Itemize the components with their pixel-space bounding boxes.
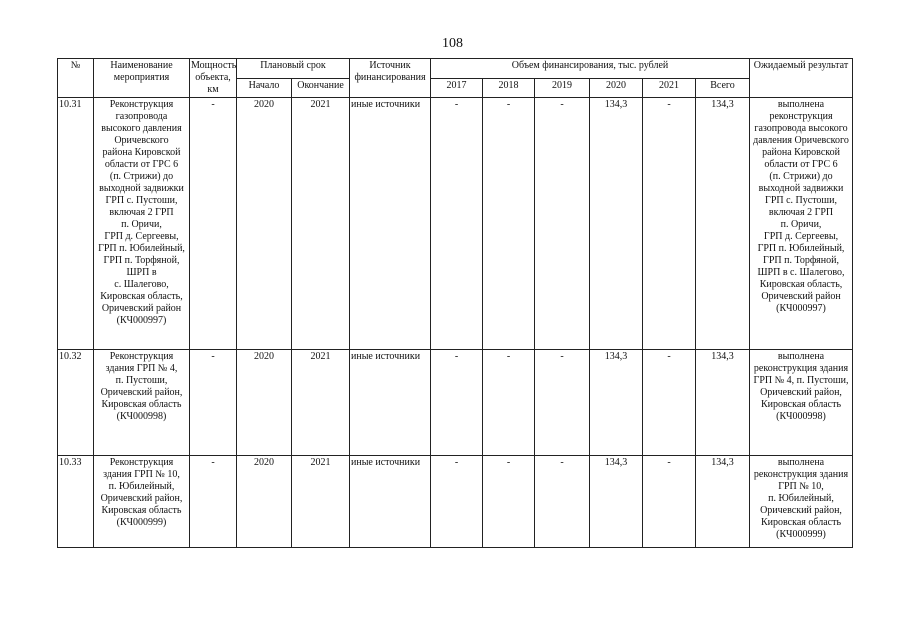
row-source: иные источники — [350, 98, 431, 350]
col-end-header: Окончание — [292, 78, 350, 98]
row-name: Реконструкция здания ГРП № 10, п. Юбилейный, Оричевский район, Кировская область (КЧ000999) — [94, 456, 190, 548]
row-2018: - — [483, 456, 535, 548]
row-source: иные источники — [350, 456, 431, 548]
row-2017: - — [431, 98, 483, 350]
row-result: выполнена реконструкция газопровода высокого давления Оричевского района Кировской области от ГРС 6 (п. Стрижи) до выходной задвижки ГРП с. Пустоши, включая 2 ГРП п. Оричи, ГРП д. Сергеевы, ГРП п. Юбилейный, ГРП п. Торфяной, ШРП в с. Шалегово, Кировская область, Оричевский район (КЧ000997) — [750, 98, 853, 350]
row-2020: 134,3 — [590, 350, 643, 456]
row-source: иные источники — [350, 350, 431, 456]
row-name: Реконструкция здания ГРП № 4, п. Пустоши, Оричевский район, Кировская область (КЧ000998) — [94, 350, 190, 456]
row-total: 134,3 — [696, 98, 750, 350]
row-total: 134,3 — [696, 350, 750, 456]
col-capacity-header: Мощность объекта, км — [190, 59, 237, 98]
col-result-header: Ожидаемый результат — [750, 59, 853, 98]
row-2021: - — [643, 456, 696, 548]
row-capacity: - — [190, 98, 237, 350]
row-result: выполнена реконструкция здания ГРП № 10, п. Юбилейный, Оричевский район, Кировская область (КЧ000999) — [750, 456, 853, 548]
row-2018: - — [483, 350, 535, 456]
row-2017: - — [431, 350, 483, 456]
row-start: 2020 — [237, 456, 292, 548]
col-2021-header: 2021 — [643, 78, 696, 98]
row-2020: 134,3 — [590, 456, 643, 548]
page-number: 108 — [442, 36, 463, 51]
row-name: Реконструкция газопровода высокого давления Оричевского района Кировской области от ГРС 6 (п. Стрижи) до выходной задвижки ГРП с. Пустоши, включая 2 ГРП п. Оричи, ГРП д. Сергеевы, ГРП п. Юбилейный, ГРП п. Торфяной, ШРП в с. Шалегово, Кировская область, Оричевский район (КЧ000997) — [94, 98, 190, 350]
row-2019: - — [535, 456, 590, 548]
col-funding-header: Объем финансирования, тыс. рублей — [431, 59, 750, 79]
funding-table — [57, 58, 853, 548]
col-name-header: Наименование мероприятия — [94, 59, 190, 98]
table-header-row — [58, 59, 853, 79]
row-start: 2020 — [237, 98, 292, 350]
col-source-header: Источник финансирования — [350, 59, 431, 98]
col-2020-header: 2020 — [590, 78, 643, 98]
table-row — [58, 456, 853, 548]
col-start-header: Начало — [237, 78, 292, 98]
row-total: 134,3 — [696, 456, 750, 548]
col-2018-header: 2018 — [483, 78, 535, 98]
table-row — [58, 350, 853, 456]
col-num-header: № — [58, 59, 94, 98]
row-end: 2021 — [292, 456, 350, 548]
row-2021: - — [643, 98, 696, 350]
row-capacity: - — [190, 456, 237, 548]
row-num: 10.31 — [58, 98, 94, 350]
row-2021: - — [643, 350, 696, 456]
col-2017-header: 2017 — [431, 78, 483, 98]
row-2019: - — [535, 350, 590, 456]
col-total-header: Всего — [696, 78, 750, 98]
row-2017: - — [431, 456, 483, 548]
row-start: 2020 — [237, 350, 292, 456]
row-result: выполнена реконструкция здания ГРП № 4, п. Пустоши, Оричевский район, Кировская область (КЧ000998) — [750, 350, 853, 456]
row-num: 10.33 — [58, 456, 94, 548]
row-end: 2021 — [292, 98, 350, 350]
row-2020: 134,3 — [590, 98, 643, 350]
row-end: 2021 — [292, 350, 350, 456]
table-row — [58, 98, 853, 350]
row-capacity: - — [190, 350, 237, 456]
row-2019: - — [535, 98, 590, 350]
row-num: 10.32 — [58, 350, 94, 456]
row-2018: - — [483, 98, 535, 350]
col-plan-header: Плановый срок — [237, 59, 350, 79]
col-2019-header: 2019 — [535, 78, 590, 98]
